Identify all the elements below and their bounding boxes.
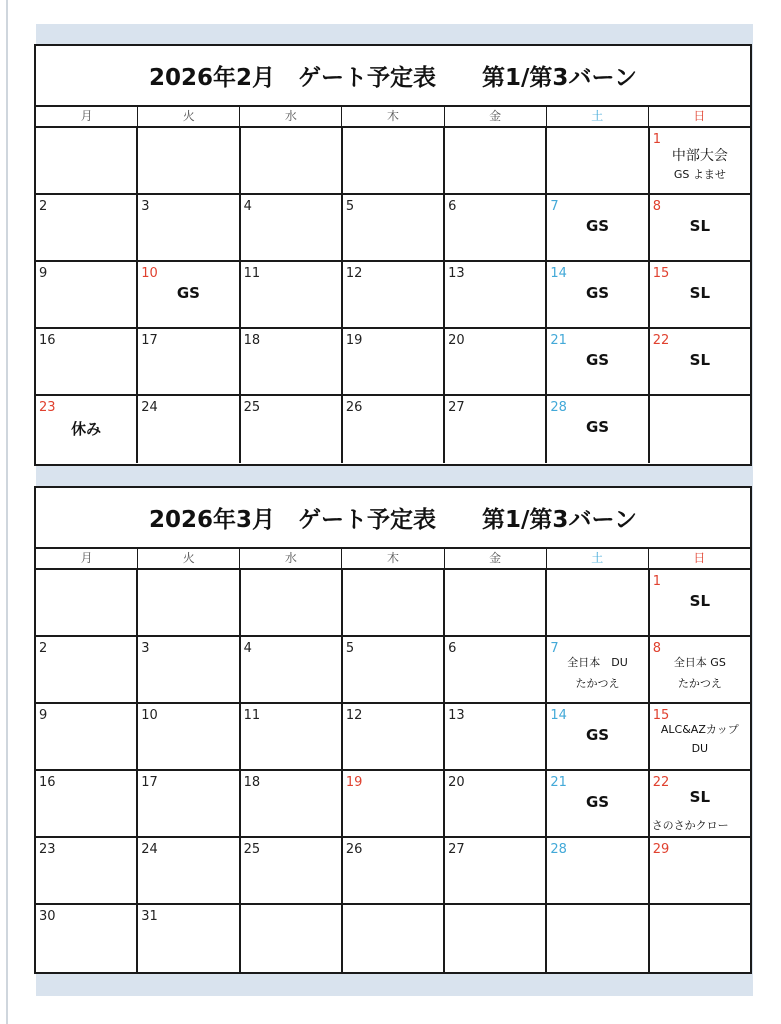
day-event-text: さのさかクロー [651,819,729,832]
day-cell[interactable] [547,771,649,836]
weekday-label: 月 [36,549,138,568]
day-cell[interactable] [36,396,138,463]
day-number: 27 [448,842,465,857]
day-number: 31 [141,909,158,924]
day-number: 14 [550,266,567,281]
day-number: 22 [652,333,670,348]
day-cell[interactable] [138,704,240,769]
day-event-text: GS [585,217,610,235]
day-cell[interactable] [650,570,750,635]
day-cell[interactable] [36,838,138,903]
day-cell[interactable] [445,905,547,972]
calendar-title: 2026年3月 ゲート予定表 第1/第3バーン [36,488,750,549]
day-number: 29 [652,842,670,857]
day-cell[interactable] [138,637,240,702]
day-number: 5 [345,199,355,214]
week-row [36,195,750,262]
day-number: 27 [448,400,465,415]
day-number: 13 [448,708,465,723]
day-cell[interactable] [650,771,750,836]
weekday-label: 月 [36,107,138,126]
day-cell[interactable] [343,262,445,327]
weekday-label: 金 [445,107,547,126]
day-number: 8 [652,641,661,656]
day-cell[interactable] [650,195,750,260]
day-cell[interactable] [650,704,750,769]
day-cell[interactable] [445,838,547,903]
day-number: 19 [345,775,363,790]
week-row [36,570,750,637]
day-cell[interactable] [138,128,240,193]
weekday-label: 木 [342,107,444,126]
day-cell[interactable] [241,570,343,635]
day-number: 10 [141,708,158,723]
day-event-text: 休み [71,420,102,438]
weekday-label: 火 [138,107,240,126]
day-cell[interactable] [36,570,138,635]
day-number: 1 [652,132,661,147]
day-cell[interactable] [343,396,445,463]
day-number: 12 [345,266,363,281]
day-cell[interactable] [650,396,750,463]
day-number: 14 [550,708,567,723]
week-row [36,637,750,704]
day-event-text: DU [691,742,709,755]
day-event-text: GS [176,284,200,302]
day-number: 28 [550,400,567,415]
day-cell[interactable] [241,771,343,836]
weekday-label: 水 [240,549,342,568]
day-event-text: SL [689,351,711,369]
day-cell[interactable] [36,329,138,394]
day-number: 18 [243,775,261,790]
day-number: 6 [448,199,457,214]
week-row [36,905,750,972]
day-number: 26 [345,400,363,415]
day-cell[interactable] [343,570,445,635]
day-cell[interactable] [241,329,343,394]
week-row [36,771,750,838]
day-event-text: たかつえ [677,677,722,690]
day-cell[interactable] [241,637,343,702]
day-number: 12 [345,708,363,723]
day-number: 11 [243,266,261,281]
day-cell[interactable] [547,262,649,327]
day-cell[interactable] [36,637,138,702]
day-cell[interactable] [241,195,343,260]
day-number: 21 [550,775,567,790]
day-number: 5 [345,641,355,656]
day-cell[interactable] [241,128,343,193]
day-event-text: GS [585,351,610,369]
day-cell[interactable] [650,262,750,327]
week-row [36,262,750,329]
day-cell[interactable] [547,396,649,463]
day-number: 9 [39,266,48,281]
day-number: 2 [39,199,48,214]
day-cell[interactable] [547,128,649,193]
day-event-text: 全日本 GS [673,656,726,669]
day-cell[interactable] [547,905,649,972]
day-cell[interactable] [138,838,240,903]
day-cell[interactable] [241,905,343,972]
day-cell[interactable] [547,195,649,260]
day-cell[interactable] [343,905,445,972]
day-number: 20 [448,333,465,348]
day-cell[interactable] [343,704,445,769]
day-number: 20 [448,775,465,790]
day-cell[interactable] [343,128,445,193]
day-event-text: たかつえ [575,677,620,690]
day-cell[interactable] [445,637,547,702]
day-cell[interactable] [547,570,649,635]
weekday-label: 日 [693,551,706,565]
day-event-text: SL [689,592,711,610]
week-row [36,329,750,396]
day-cell[interactable] [241,838,343,903]
weekday-header [36,549,750,570]
day-cell[interactable] [445,262,547,327]
day-number: 28 [550,842,567,857]
day-number: 16 [39,333,56,348]
week-row [36,396,750,463]
day-cell[interactable] [343,838,445,903]
weekday-label: 火 [138,549,240,568]
day-number: 6 [448,641,457,656]
day-cell[interactable] [36,262,138,327]
day-cell[interactable] [36,704,138,769]
day-cell[interactable] [241,262,343,327]
day-cell[interactable] [36,195,138,260]
day-number: 21 [550,333,567,348]
day-number: 16 [39,775,56,790]
day-cell[interactable] [343,195,445,260]
weekday-label: 土 [547,107,649,126]
day-cell[interactable] [445,704,547,769]
day-event-text: SL [689,284,711,302]
day-cell[interactable] [138,329,240,394]
day-cell[interactable] [343,637,445,702]
calendar-february [34,44,752,466]
day-cell[interactable] [138,262,240,327]
day-cell[interactable] [547,637,649,702]
day-number: 3 [141,199,150,214]
day-number: 30 [39,909,56,924]
day-cell[interactable] [445,771,547,836]
day-number: 8 [652,199,661,214]
week-row [36,838,750,905]
day-event-text: 中部大会 [671,148,728,164]
day-cell[interactable] [445,195,547,260]
day-number: 24 [141,400,158,415]
day-number: 2 [39,641,48,656]
day-number: 23 [39,842,56,857]
day-number: 13 [448,266,465,281]
day-event-text: SL [689,788,711,806]
weekday-label: 水 [240,107,342,126]
day-number: 15 [652,266,670,281]
day-cell[interactable] [138,396,240,463]
day-cell[interactable] [241,396,343,463]
weekday-label: 金 [445,549,547,568]
day-number: 17 [141,333,158,348]
day-number: 11 [243,708,261,723]
day-cell[interactable] [650,329,750,394]
day-cell[interactable] [241,704,343,769]
week-row [36,704,750,771]
day-number: 10 [141,266,158,281]
weekday-label: 日 [693,109,706,123]
day-number: 9 [39,708,48,723]
day-cell[interactable] [138,570,240,635]
day-cell[interactable] [547,704,649,769]
day-event-text: GS [585,793,610,811]
day-event-text: GS [585,418,610,436]
day-number: 25 [243,842,261,857]
calendar-title: 2026年2月 ゲート予定表 第1/第3バーン [36,46,750,107]
day-event-text: 全日本 DU [567,656,628,669]
day-cell[interactable] [36,771,138,836]
day-cell[interactable] [36,905,138,972]
day-number: 24 [141,842,158,857]
day-cell[interactable] [445,570,547,635]
page-edge-line [6,0,8,1024]
day-cell[interactable] [650,128,750,193]
day-number: 25 [243,400,261,415]
weekday-header [36,107,750,128]
weekday-label: 木 [342,549,444,568]
day-cell[interactable] [343,329,445,394]
day-number: 7 [550,641,559,656]
day-cell[interactable] [547,838,649,903]
day-number: 1 [652,574,661,589]
day-cell[interactable] [138,905,240,972]
day-number: 3 [141,641,150,656]
day-event-text: GS よませ [673,168,726,181]
day-number: 26 [345,842,363,857]
day-number: 4 [243,641,252,656]
day-event-text: GS [585,726,610,744]
day-cell[interactable] [650,637,750,702]
day-number: 23 [39,400,56,415]
day-number: 19 [345,333,363,348]
day-number: 22 [652,775,670,790]
day-cell[interactable] [138,771,240,836]
week-row [36,128,750,195]
day-number: 7 [550,199,559,214]
day-event-text: GS [585,284,610,302]
day-number: 4 [243,199,252,214]
day-number: 18 [243,333,261,348]
weekday-label: 土 [547,549,649,568]
day-cell[interactable] [445,128,547,193]
day-cell[interactable] [547,329,649,394]
day-cell[interactable] [343,771,445,836]
day-cell[interactable] [138,195,240,260]
day-number: 17 [141,775,158,790]
day-cell[interactable] [445,396,547,463]
day-cell[interactable] [650,905,750,972]
day-cell[interactable] [650,838,750,903]
calendar-march [34,486,752,974]
day-event-text: ALC&AZカップ [660,723,739,736]
day-cell[interactable] [445,329,547,394]
day-number: 15 [652,708,670,723]
day-event-text: SL [689,217,711,235]
day-cell[interactable] [36,128,138,193]
